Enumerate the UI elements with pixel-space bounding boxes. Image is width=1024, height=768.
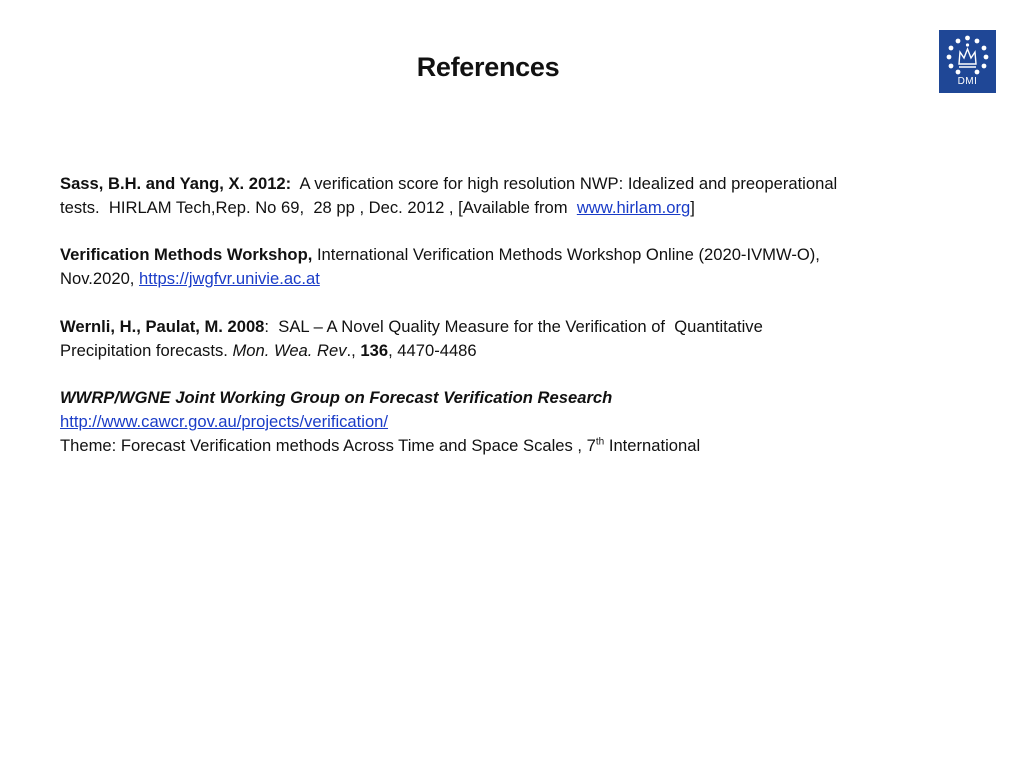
reference-text: ., xyxy=(346,340,361,360)
reference-line xyxy=(60,315,940,339)
reference-authors: Sass, B.H. and Yang, X. 2012: xyxy=(60,174,292,193)
reference-text: tests. HIRLAM Tech,Rep. No 69, 28 pp , Dec. 2012 , [Available from xyxy=(60,197,577,217)
slide-title: References xyxy=(416,52,560,82)
reference-line xyxy=(60,196,940,220)
reference-sass-yang xyxy=(60,172,940,220)
reference-text: International Verification Methods Workshop Online (2020-IVMW-O), xyxy=(312,245,820,265)
references-list xyxy=(60,172,940,481)
reference-journal: Mon. Wea. Rev xyxy=(232,340,347,360)
reference-wernli-paulat xyxy=(60,315,940,363)
dmi-logo xyxy=(939,30,996,93)
reference-text: Nov.2020, xyxy=(60,269,140,289)
reference-line xyxy=(60,243,940,267)
reference-authors: Verification Methods Workshop, xyxy=(60,245,313,265)
reference-line xyxy=(60,339,940,363)
reference-theme-superscript: th xyxy=(595,436,605,448)
cawcr-link[interactable]: http://www.cawcr.gov.au/projects/verification/ xyxy=(60,411,389,431)
reference-pages: , 4470-4486 xyxy=(388,340,477,360)
reference-line xyxy=(60,410,940,434)
reference-ivmw xyxy=(60,243,940,291)
reference-line xyxy=(60,267,940,291)
jwgfvr-link[interactable]: https://jwgfvr.univie.ac.at xyxy=(139,269,320,289)
reference-line xyxy=(60,172,940,196)
reference-title: WWRP/WGNE Joint Working Group on Forecast Verification Research xyxy=(60,388,613,408)
reference-jwgfvr xyxy=(60,386,940,457)
reference-text: ] xyxy=(690,197,695,217)
reference-theme: International xyxy=(604,435,701,455)
reference-text: : SAL – A Novel Quality Measure for the Verification of Quantitative xyxy=(264,316,763,336)
reference-authors: Wernli, H., Paulat, M. 2008 xyxy=(60,316,265,336)
reference-theme: Theme: Forecast Verification methods Across Time and Space Scales , 7 xyxy=(60,435,596,455)
reference-text: Precipitation forecasts. xyxy=(60,340,233,360)
reference-line xyxy=(60,386,940,410)
hirlam-link[interactable]: www.hirlam.org xyxy=(576,197,691,217)
reference-text: A verification score for high resolution NWP: Idealized and preoperational xyxy=(291,174,838,193)
reference-volume: 136 xyxy=(360,340,389,360)
reference-line xyxy=(60,434,940,458)
logo-label: DMI xyxy=(957,76,978,87)
